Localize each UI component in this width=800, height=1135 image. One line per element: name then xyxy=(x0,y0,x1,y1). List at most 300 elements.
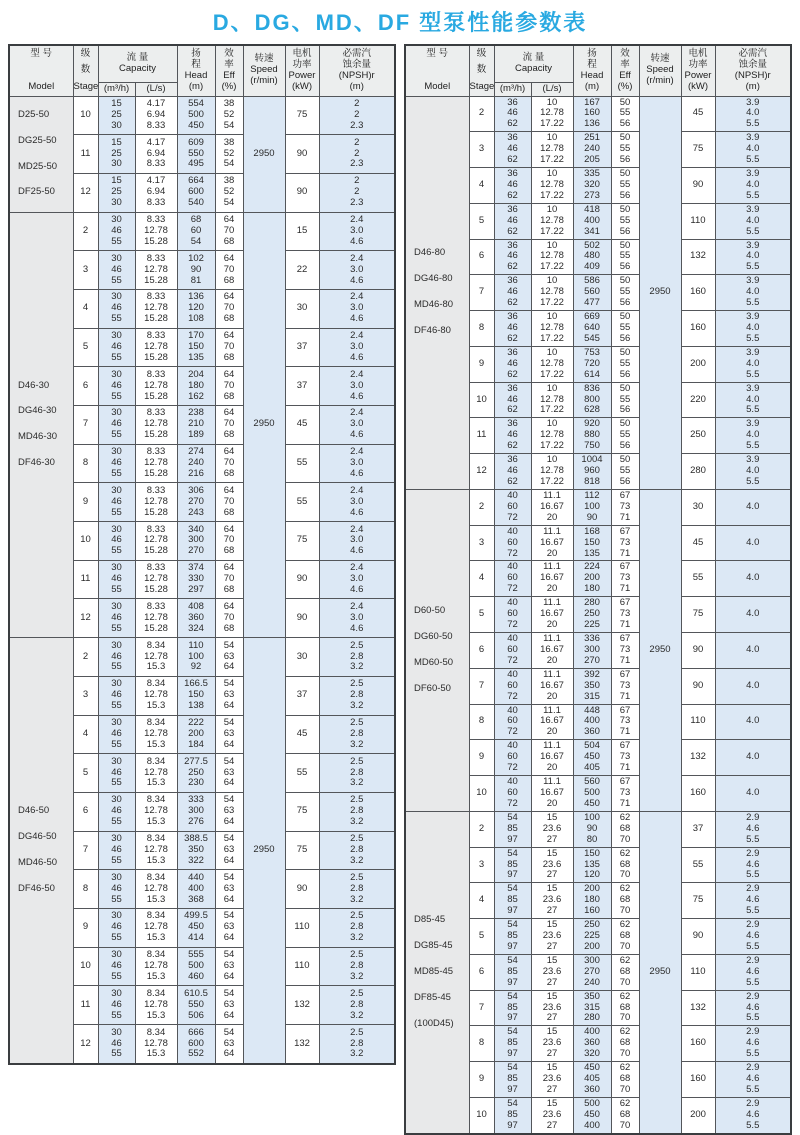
eff-cell: 54 63 64 xyxy=(215,676,243,715)
stage-cell: 7 xyxy=(469,990,494,1026)
flow-ls-cell: 11.1 16.67 20 xyxy=(531,704,573,740)
power-cell: 75 xyxy=(285,522,319,561)
stage-cell: 11 xyxy=(73,560,98,599)
head-cell: 1004 960 818 xyxy=(573,454,611,490)
npsh-cell: 2.9 4.6 5.5 xyxy=(715,811,791,847)
flow-m3h-cell: 30 46 55 xyxy=(98,715,135,754)
flow-m3h-cell: 54 85 97 xyxy=(494,1026,531,1062)
model-label: DG85-45 xyxy=(414,939,453,951)
eff-cell: 50 55 56 xyxy=(611,454,639,490)
flow-ls-cell: 10 12.78 17.22 xyxy=(531,203,573,239)
stage-cell: 10 xyxy=(469,382,494,418)
flow-ls-cell: 8.34 12.78 15.3 xyxy=(135,638,177,677)
npsh-cell: 2.4 3.0 4.6 xyxy=(319,289,395,328)
head-cell: 836 800 628 xyxy=(573,382,611,418)
power-cell: 90 xyxy=(681,632,715,668)
power-cell: 160 xyxy=(681,275,715,311)
head-cell: 280 250 225 xyxy=(573,597,611,633)
npsh-cell: 3.9 4.0 5.5 xyxy=(715,382,791,418)
npsh-cell: 2 2 2.3 xyxy=(319,96,395,135)
head-cell: 200 180 160 xyxy=(573,883,611,919)
head-cell: 920 880 750 xyxy=(573,418,611,454)
stage-row xyxy=(9,212,395,251)
flow-m3h-cell: 36 46 62 xyxy=(494,132,531,168)
npsh-cell: 4.0 xyxy=(715,740,791,776)
stage-cell: 10 xyxy=(73,947,98,986)
head-cell: 555 500 460 xyxy=(177,947,215,986)
head-cell: 100 90 80 xyxy=(573,811,611,847)
flow-ls-cell: 15 23.6 27 xyxy=(531,811,573,847)
npsh-cell: 2.9 4.6 5.5 xyxy=(715,954,791,990)
flow-m3h-cell: 36 46 62 xyxy=(494,275,531,311)
stage-cell: 5 xyxy=(469,203,494,239)
head-cell: 112 100 90 xyxy=(573,489,611,525)
flow-ls-cell: 8.33 12.78 15.28 xyxy=(135,444,177,483)
npsh-cell: 3.9 4.0 5.5 xyxy=(715,454,791,490)
flow-ls-cell: 10 12.78 17.22 xyxy=(531,454,573,490)
power-cell: 55 xyxy=(681,847,715,883)
power-cell: 30 xyxy=(285,638,319,677)
eff-cell: 54 63 64 xyxy=(215,715,243,754)
head-cell: 167 160 136 xyxy=(573,96,611,132)
flow-ls-cell: 10 12.78 17.22 xyxy=(531,346,573,382)
head-cell: 440 400 368 xyxy=(177,870,215,909)
eff-cell: 38 52 54 xyxy=(215,135,243,174)
npsh-cell: 2.4 3.0 4.6 xyxy=(319,212,395,251)
flow-m3h-cell: 30 46 55 xyxy=(98,870,135,909)
flow-ls-cell: 10 12.78 17.22 xyxy=(531,418,573,454)
stage-cell: 3 xyxy=(469,525,494,561)
stage-cell: 2 xyxy=(469,489,494,525)
col-header-model: 型 号 Model xyxy=(9,45,73,96)
model-label: D85-45 xyxy=(414,913,446,925)
npsh-cell: 2.5 2.8 3.2 xyxy=(319,792,395,831)
eff-cell: 64 70 68 xyxy=(215,599,243,638)
power-cell: 160 xyxy=(681,776,715,812)
npsh-cell: 3.9 4.0 5.5 xyxy=(715,203,791,239)
npsh-cell: 2.4 3.0 4.6 xyxy=(319,367,395,406)
stage-cell: 5 xyxy=(469,919,494,955)
stage-cell: 3 xyxy=(469,132,494,168)
head-cell: 150 135 120 xyxy=(573,847,611,883)
col-header-head: 扬 程 Head (m) xyxy=(573,45,611,96)
power-cell: 160 xyxy=(681,1062,715,1098)
power-cell: 22 xyxy=(285,251,319,290)
flow-m3h-cell: 40 60 72 xyxy=(494,561,531,597)
flow-m3h-cell: 30 46 55 xyxy=(98,1025,135,1065)
head-cell: 306 270 243 xyxy=(177,483,215,522)
head-cell: 222 200 184 xyxy=(177,715,215,754)
head-cell: 586 560 477 xyxy=(573,275,611,311)
power-cell: 30 xyxy=(285,289,319,328)
speed-cell: 2950 xyxy=(243,212,285,638)
col-header-power: 电机 功率 Power (kW) xyxy=(285,45,319,96)
model-cell xyxy=(9,638,73,1064)
eff-cell: 64 70 68 xyxy=(215,560,243,599)
stage-cell: 11 xyxy=(469,418,494,454)
flow-m3h-cell: 54 85 97 xyxy=(494,990,531,1026)
eff-cell: 67 73 71 xyxy=(611,704,639,740)
eff-cell: 67 73 71 xyxy=(611,740,639,776)
power-cell: 110 xyxy=(681,203,715,239)
col-header-power: 电机 功率 Power (kW) xyxy=(681,45,715,96)
speed-cell: 2950 xyxy=(243,96,285,212)
flow-m3h-cell: 30 46 55 xyxy=(98,676,135,715)
flow-m3h-cell: 54 85 97 xyxy=(494,883,531,919)
power-cell: 15 xyxy=(285,212,319,251)
stage-cell: 7 xyxy=(73,831,98,870)
flow-m3h-cell: 36 46 62 xyxy=(494,96,531,132)
model-label: DF46-50 xyxy=(18,882,55,894)
stage-cell: 5 xyxy=(73,328,98,367)
npsh-cell: 4.0 xyxy=(715,561,791,597)
npsh-cell: 3.9 4.0 5.5 xyxy=(715,311,791,347)
flow-m3h-cell: 40 60 72 xyxy=(494,525,531,561)
npsh-cell: 4.0 xyxy=(715,489,791,525)
npsh-cell: 4.0 xyxy=(715,597,791,633)
flow-ls-cell: 15 23.6 27 xyxy=(531,1062,573,1098)
flow-m3h-cell: 30 46 55 xyxy=(98,367,135,406)
head-cell: 609 550 495 xyxy=(177,135,215,174)
head-cell: 664 600 540 xyxy=(177,173,215,212)
head-cell: 669 640 545 xyxy=(573,311,611,347)
power-cell: 250 xyxy=(681,418,715,454)
head-cell: 170 150 135 xyxy=(177,328,215,367)
power-cell: 75 xyxy=(285,792,319,831)
power-cell: 45 xyxy=(285,715,319,754)
flow-ls-cell: 15 23.6 27 xyxy=(531,883,573,919)
model-label: MD85-45 xyxy=(414,965,454,977)
eff-cell: 64 70 68 xyxy=(215,328,243,367)
eff-cell: 50 55 56 xyxy=(611,132,639,168)
power-cell: 30 xyxy=(681,489,715,525)
npsh-cell: 4.0 xyxy=(715,668,791,704)
npsh-cell: 2 2 2.3 xyxy=(319,173,395,212)
eff-cell: 54 63 64 xyxy=(215,870,243,909)
col-header-speed: 转速 Speed (r/min) xyxy=(243,45,285,96)
model-cell xyxy=(9,212,73,638)
flow-ls-cell: 8.33 12.78 15.28 xyxy=(135,560,177,599)
npsh-cell: 2.4 3.0 4.6 xyxy=(319,599,395,638)
eff-cell: 64 70 68 xyxy=(215,444,243,483)
flow-m3h-cell: 30 46 55 xyxy=(98,522,135,561)
flow-m3h-cell: 36 46 62 xyxy=(494,418,531,454)
col-header-eff: 效 率 Eff (%) xyxy=(611,45,639,96)
performance-table-right xyxy=(404,44,792,1135)
npsh-cell: 2.9 4.6 5.5 xyxy=(715,919,791,955)
npsh-cell: 2.5 2.8 3.2 xyxy=(319,638,395,677)
power-cell: 45 xyxy=(681,96,715,132)
stage-row xyxy=(9,638,395,677)
power-cell: 37 xyxy=(285,676,319,715)
col-header-speed: 转速 Speed (r/min) xyxy=(639,45,681,96)
model-label: DF46-30 xyxy=(18,457,55,469)
eff-cell: 62 68 70 xyxy=(611,990,639,1026)
flow-m3h-cell: 30 46 55 xyxy=(98,947,135,986)
eff-cell: 54 63 64 xyxy=(215,831,243,870)
speed-cell: 2950 xyxy=(243,638,285,1064)
stage-cell: 10 xyxy=(73,96,98,135)
flow-ls-cell: 8.34 12.78 15.3 xyxy=(135,986,177,1025)
stage-cell: 8 xyxy=(469,704,494,740)
power-cell: 45 xyxy=(681,525,715,561)
npsh-cell: 3.9 4.0 5.5 xyxy=(715,132,791,168)
stage-cell: 11 xyxy=(73,135,98,174)
npsh-cell: 2.9 4.6 5.5 xyxy=(715,883,791,919)
flow-m3h-cell: 40 60 72 xyxy=(494,632,531,668)
eff-cell: 54 63 64 xyxy=(215,638,243,677)
eff-cell: 50 55 56 xyxy=(611,168,639,204)
power-cell: 110 xyxy=(285,908,319,947)
head-cell: 499.5 450 414 xyxy=(177,908,215,947)
power-cell: 90 xyxy=(285,173,319,212)
flow-m3h-cell: 36 46 62 xyxy=(494,311,531,347)
head-cell: 166.5 150 138 xyxy=(177,676,215,715)
model-label: DG46-50 xyxy=(18,831,57,843)
eff-cell: 64 70 68 xyxy=(215,367,243,406)
flow-m3h-cell: 15 25 30 xyxy=(98,173,135,212)
power-cell: 200 xyxy=(681,346,715,382)
flow-m3h-cell: 40 60 72 xyxy=(494,776,531,812)
flow-m3h-cell: 30 46 55 xyxy=(98,754,135,793)
stage-cell: 2 xyxy=(469,811,494,847)
eff-cell: 64 70 68 xyxy=(215,522,243,561)
flow-ls-cell: 8.33 12.78 15.28 xyxy=(135,599,177,638)
flow-ls-cell: 15 23.6 27 xyxy=(531,1097,573,1133)
model-label: DG25-50 xyxy=(18,134,57,146)
head-cell: 336 300 270 xyxy=(573,632,611,668)
eff-cell: 50 55 56 xyxy=(611,346,639,382)
model-label: DF25-50 xyxy=(18,186,55,198)
stage-cell: 4 xyxy=(73,289,98,328)
power-cell: 75 xyxy=(285,831,319,870)
flow-ls-cell: 8.33 12.78 15.28 xyxy=(135,406,177,445)
eff-cell: 62 68 70 xyxy=(611,1026,639,1062)
stage-cell: 8 xyxy=(469,1026,494,1062)
stage-cell: 2 xyxy=(73,212,98,251)
stage-cell: 8 xyxy=(73,870,98,909)
model-label: D46-80 xyxy=(414,247,446,259)
head-cell: 448 400 360 xyxy=(573,704,611,740)
flow-ls-cell: 8.34 12.78 15.3 xyxy=(135,715,177,754)
power-cell: 45 xyxy=(285,406,319,445)
eff-cell: 62 68 70 xyxy=(611,811,639,847)
model-label: (100D45) xyxy=(414,1017,454,1029)
head-cell: 274 240 216 xyxy=(177,444,215,483)
flow-m3h-cell: 36 46 62 xyxy=(494,382,531,418)
eff-cell: 50 55 56 xyxy=(611,275,639,311)
head-cell: 110 100 92 xyxy=(177,638,215,677)
head-cell: 277.5 250 230 xyxy=(177,754,215,793)
flow-ls-cell: 10 12.78 17.22 xyxy=(531,275,573,311)
stage-cell: 9 xyxy=(73,908,98,947)
eff-cell: 54 63 64 xyxy=(215,792,243,831)
flow-m3h-cell: 36 46 62 xyxy=(494,454,531,490)
flow-m3h-cell: 30 46 55 xyxy=(98,406,135,445)
stage-cell: 5 xyxy=(73,754,98,793)
stage-row xyxy=(405,489,791,525)
speed-cell: 2950 xyxy=(639,96,681,489)
power-cell: 160 xyxy=(681,311,715,347)
stage-cell: 11 xyxy=(73,986,98,1025)
head-cell: 666 600 552 xyxy=(177,1025,215,1065)
flow-m3h-cell: 15 25 30 xyxy=(98,96,135,135)
flow-m3h-cell: 40 60 72 xyxy=(494,668,531,704)
eff-cell: 67 73 71 xyxy=(611,632,639,668)
flow-m3h-cell: 30 46 55 xyxy=(98,831,135,870)
head-cell: 418 400 341 xyxy=(573,203,611,239)
head-cell: 504 450 405 xyxy=(573,740,611,776)
eff-cell: 50 55 56 xyxy=(611,203,639,239)
eff-cell: 67 73 71 xyxy=(611,597,639,633)
stage-cell: 7 xyxy=(469,668,494,704)
flow-m3h-cell: 54 85 97 xyxy=(494,954,531,990)
eff-cell: 67 73 71 xyxy=(611,776,639,812)
power-cell: 132 xyxy=(285,1025,319,1065)
npsh-cell: 2.5 2.8 3.2 xyxy=(319,831,395,870)
flow-ls-cell: 8.33 12.78 15.28 xyxy=(135,367,177,406)
power-cell: 90 xyxy=(285,135,319,174)
npsh-cell: 2.5 2.8 3.2 xyxy=(319,986,395,1025)
stage-cell: 7 xyxy=(469,275,494,311)
flow-m3h-cell: 30 46 55 xyxy=(98,599,135,638)
col-header-ls: (L/s) xyxy=(531,82,573,96)
head-cell: 204 180 162 xyxy=(177,367,215,406)
speed-cell: 2950 xyxy=(639,811,681,1133)
head-cell: 554 500 450 xyxy=(177,96,215,135)
eff-cell: 38 52 54 xyxy=(215,173,243,212)
power-cell: 90 xyxy=(681,919,715,955)
npsh-cell: 3.9 4.0 5.5 xyxy=(715,239,791,275)
stage-cell: 6 xyxy=(469,239,494,275)
flow-m3h-cell: 15 25 30 xyxy=(98,135,135,174)
flow-ls-cell: 8.33 12.78 15.28 xyxy=(135,251,177,290)
flow-ls-cell: 4.17 6.94 8.33 xyxy=(135,96,177,135)
npsh-cell: 2.5 2.8 3.2 xyxy=(319,870,395,909)
stage-cell: 9 xyxy=(469,740,494,776)
stage-cell: 6 xyxy=(73,792,98,831)
model-cell xyxy=(405,489,469,811)
flow-m3h-cell: 40 60 72 xyxy=(494,704,531,740)
flow-ls-cell: 8.34 12.78 15.3 xyxy=(135,754,177,793)
head-cell: 136 120 108 xyxy=(177,289,215,328)
head-cell: 392 350 315 xyxy=(573,668,611,704)
stage-cell: 9 xyxy=(469,1062,494,1098)
flow-ls-cell: 11.1 16.67 20 xyxy=(531,668,573,704)
power-cell: 110 xyxy=(681,954,715,990)
power-cell: 37 xyxy=(285,367,319,406)
model-cell xyxy=(9,96,73,212)
head-cell: 753 720 614 xyxy=(573,346,611,382)
flow-ls-cell: 10 12.78 17.22 xyxy=(531,239,573,275)
stage-cell: 4 xyxy=(73,715,98,754)
stage-row xyxy=(9,96,395,135)
npsh-cell: 2.5 2.8 3.2 xyxy=(319,908,395,947)
head-cell: 68 60 54 xyxy=(177,212,215,251)
npsh-cell: 2.4 3.0 4.6 xyxy=(319,522,395,561)
col-header-m3h: (m³/h) xyxy=(98,82,135,96)
power-cell: 90 xyxy=(285,599,319,638)
stage-cell: 8 xyxy=(469,311,494,347)
eff-cell: 50 55 56 xyxy=(611,239,639,275)
power-cell: 55 xyxy=(285,483,319,522)
model-cell xyxy=(405,96,469,489)
stage-cell: 9 xyxy=(73,483,98,522)
eff-cell: 64 70 68 xyxy=(215,289,243,328)
eff-cell: 62 68 70 xyxy=(611,1097,639,1133)
flow-m3h-cell: 30 46 55 xyxy=(98,289,135,328)
head-cell: 168 150 135 xyxy=(573,525,611,561)
power-cell: 37 xyxy=(681,811,715,847)
eff-cell: 67 73 71 xyxy=(611,489,639,525)
power-cell: 132 xyxy=(681,239,715,275)
model-label: MD46-80 xyxy=(414,299,454,311)
stage-cell: 9 xyxy=(469,346,494,382)
power-cell: 75 xyxy=(285,96,319,135)
stage-cell: 12 xyxy=(73,1025,98,1065)
npsh-cell: 2.9 4.6 5.5 xyxy=(715,1026,791,1062)
col-header-npsh: 必需汽 蚀余量 (NPSH)r (m) xyxy=(319,45,395,96)
col-header-head: 扬 程 Head (m) xyxy=(177,45,215,96)
stage-cell: 6 xyxy=(469,632,494,668)
model-label: DF46-80 xyxy=(414,325,451,337)
model-label: DF60-50 xyxy=(414,682,451,694)
stage-cell: 5 xyxy=(469,597,494,633)
eff-cell: 62 68 70 xyxy=(611,954,639,990)
eff-cell: 64 70 68 xyxy=(215,483,243,522)
npsh-cell: 4.0 xyxy=(715,525,791,561)
flow-m3h-cell: 54 85 97 xyxy=(494,1097,531,1133)
power-cell: 132 xyxy=(681,990,715,1026)
flow-m3h-cell: 54 85 97 xyxy=(494,847,531,883)
eff-cell: 67 73 71 xyxy=(611,561,639,597)
head-cell: 102 90 81 xyxy=(177,251,215,290)
npsh-cell: 2.4 3.0 4.6 xyxy=(319,483,395,522)
npsh-cell: 2.5 2.8 3.2 xyxy=(319,676,395,715)
flow-ls-cell: 15 23.6 27 xyxy=(531,1026,573,1062)
power-cell: 55 xyxy=(681,561,715,597)
flow-ls-cell: 4.17 6.94 8.33 xyxy=(135,173,177,212)
npsh-cell: 2.4 3.0 4.6 xyxy=(319,444,395,483)
head-cell: 340 300 270 xyxy=(177,522,215,561)
model-label: MD25-50 xyxy=(18,160,58,172)
stage-cell: 4 xyxy=(469,883,494,919)
col-header-stage: 级 数 Stage xyxy=(73,45,98,96)
flow-ls-cell: 8.33 12.78 15.28 xyxy=(135,289,177,328)
npsh-cell: 3.9 4.0 5.5 xyxy=(715,275,791,311)
flow-m3h-cell: 30 46 55 xyxy=(98,328,135,367)
power-cell: 132 xyxy=(681,740,715,776)
npsh-cell: 3.9 4.0 5.5 xyxy=(715,168,791,204)
eff-cell: 67 73 71 xyxy=(611,668,639,704)
stage-cell: 3 xyxy=(73,676,98,715)
eff-cell: 67 73 71 xyxy=(611,525,639,561)
flow-m3h-cell: 36 46 62 xyxy=(494,168,531,204)
flow-ls-cell: 8.33 12.78 15.28 xyxy=(135,483,177,522)
power-cell: 220 xyxy=(681,382,715,418)
power-cell: 55 xyxy=(285,444,319,483)
stage-cell: 10 xyxy=(469,1097,494,1133)
eff-cell: 54 63 64 xyxy=(215,986,243,1025)
model-label: DF85-45 xyxy=(414,991,451,1003)
power-cell: 75 xyxy=(681,597,715,633)
stage-cell: 10 xyxy=(469,776,494,812)
model-label: DG46-80 xyxy=(414,273,453,285)
stage-cell: 2 xyxy=(73,638,98,677)
npsh-cell: 3.9 4.0 5.5 xyxy=(715,346,791,382)
model-label: D46-50 xyxy=(18,805,50,817)
flow-ls-cell: 10 12.78 17.22 xyxy=(531,382,573,418)
